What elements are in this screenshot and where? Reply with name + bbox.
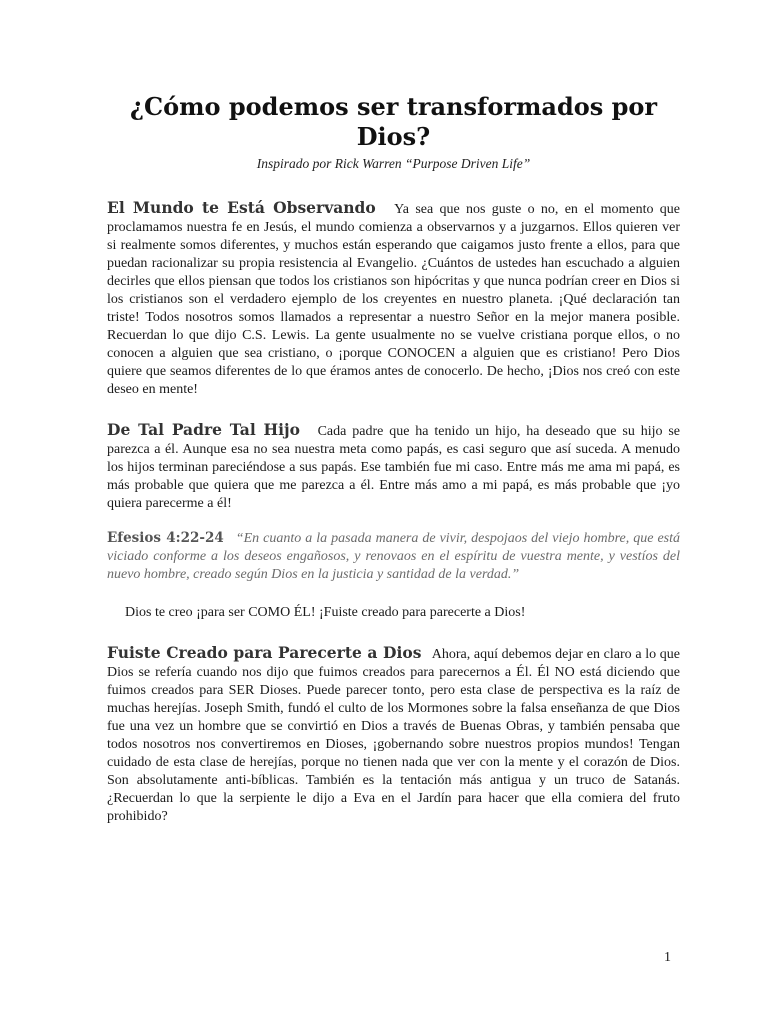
bible-verse <box>107 529 680 584</box>
section-like-father-like-son <box>107 421 680 513</box>
section-body: Ahora, aquí debemos dejar en claro a lo que Dios se refería cuando nos dijo que fuimos creados para parecernos a Él. Él NO está diciendo que fuimos creados para SER Dioses. Puede parecer tonto, pero esta clase de perspectiva es la raíz de muchas herejías. Joseph Smith, fundó el culto de los Mormones sobre la falsa enseñanza de que Dios fue una vez un hombre que se convirtió en Dios a través de Buenas Obras, y también pensaba que todos nosotros nos convertiremos en Dioses, ¡gobernando sobre nuestros propios mundos! Tengan cuidado de esta clase de herejías, porque no tienen nada que ver con la mente y el corazón de Dios. Son absolutamente anti-bíblicas. También es la tentación más antigua y un truco de Satanás. ¿Recuerdan lo que la serpiente le dijo a Eva en el Jardín para hacer que ella comiera del fruto prohibido? <box>107 647 681 824</box>
section-body: Cada padre que ha tenido un hijo, ha deseado que su hijo se parezca a él. Aunque esa no sea nuestra meta como papás, es casi seguro que así suceda. A menudo los hijos terminan pareciéndose a sus papás. Ese también fue mi caso. Entre más me ama mi papá, es más probable que quiera que me parezca a él. Entre más amo a mi papá, es más probable que ¡yo quiera parecerme a él! <box>107 424 681 511</box>
subtitle-book: “Purpose Driven Life” <box>404 156 531 171</box>
section-world-watching <box>107 199 680 399</box>
document-page <box>107 92 680 840</box>
section-heading: Fuiste Creado para Parecerte a Dios <box>107 643 422 662</box>
section-heading: El Mundo te Está Observando <box>107 198 376 217</box>
standalone-line: Dios te creo ¡para ser COMO ÉL! ¡Fuiste creado para parecerte a Dios! <box>125 605 526 620</box>
section-body: Ya sea que nos guste o no, en el momento que proclamamos nuestra fe en Jesús, el mundo comienza a observarnos y a juzgarnos. Ellos quieren ver si realmente somos diferentes, y muchos están esperando que caigamos justo frente a ellos, para que puedan racionalizar su propia resistencia al Evangelio. ¿Cuántos de ustedes han escuchado a alguien decirles que ellos piensan que todos los cristianos son hipócritas y que nunca podrían creer en Dios si los cristianos son el verdadero ejemplo de los creyentes en nuestro planeta. ¡Qué declaración tan triste! Todos nosotros somos llamados a representar a nuestro Señor en la mejor manera posible. Recuerdan lo que dijo C.S. Lewis. La gente usualmente no se vuelve cristiana porque ellos, o no conocen a alguien que sea cristiano, o ¡porque CONOCEN a alguien que es cristiano! Pero Dios quiere que seamos diferentes de lo que éramos antes de conocerlo. De hecho, ¡Dios nos creó con este deseo en mente! <box>107 202 680 397</box>
section-heading: De Tal Padre Tal Hijo <box>107 420 300 439</box>
subtitle <box>107 156 680 172</box>
verse-text: “En cuanto a la pasada manera de vivir, despojaos del viejo hombre, que está viciado conforme a los deseos engañosos, y renovaos en el espíritu de vuestra mente, y vestíos del nuevo hombre, creado según Dios en la justicia y santidad de la verdad.” <box>107 531 681 582</box>
verse-reference: Efesios 4:22-24 <box>107 530 224 546</box>
page-number: 1 <box>664 950 671 965</box>
section-created-to-resemble-god <box>107 644 680 826</box>
subtitle-prefix: Inspirado por Rick Warren <box>256 156 405 171</box>
page-title: ¿Cómo podemos ser transformados por Dios? <box>129 92 658 151</box>
